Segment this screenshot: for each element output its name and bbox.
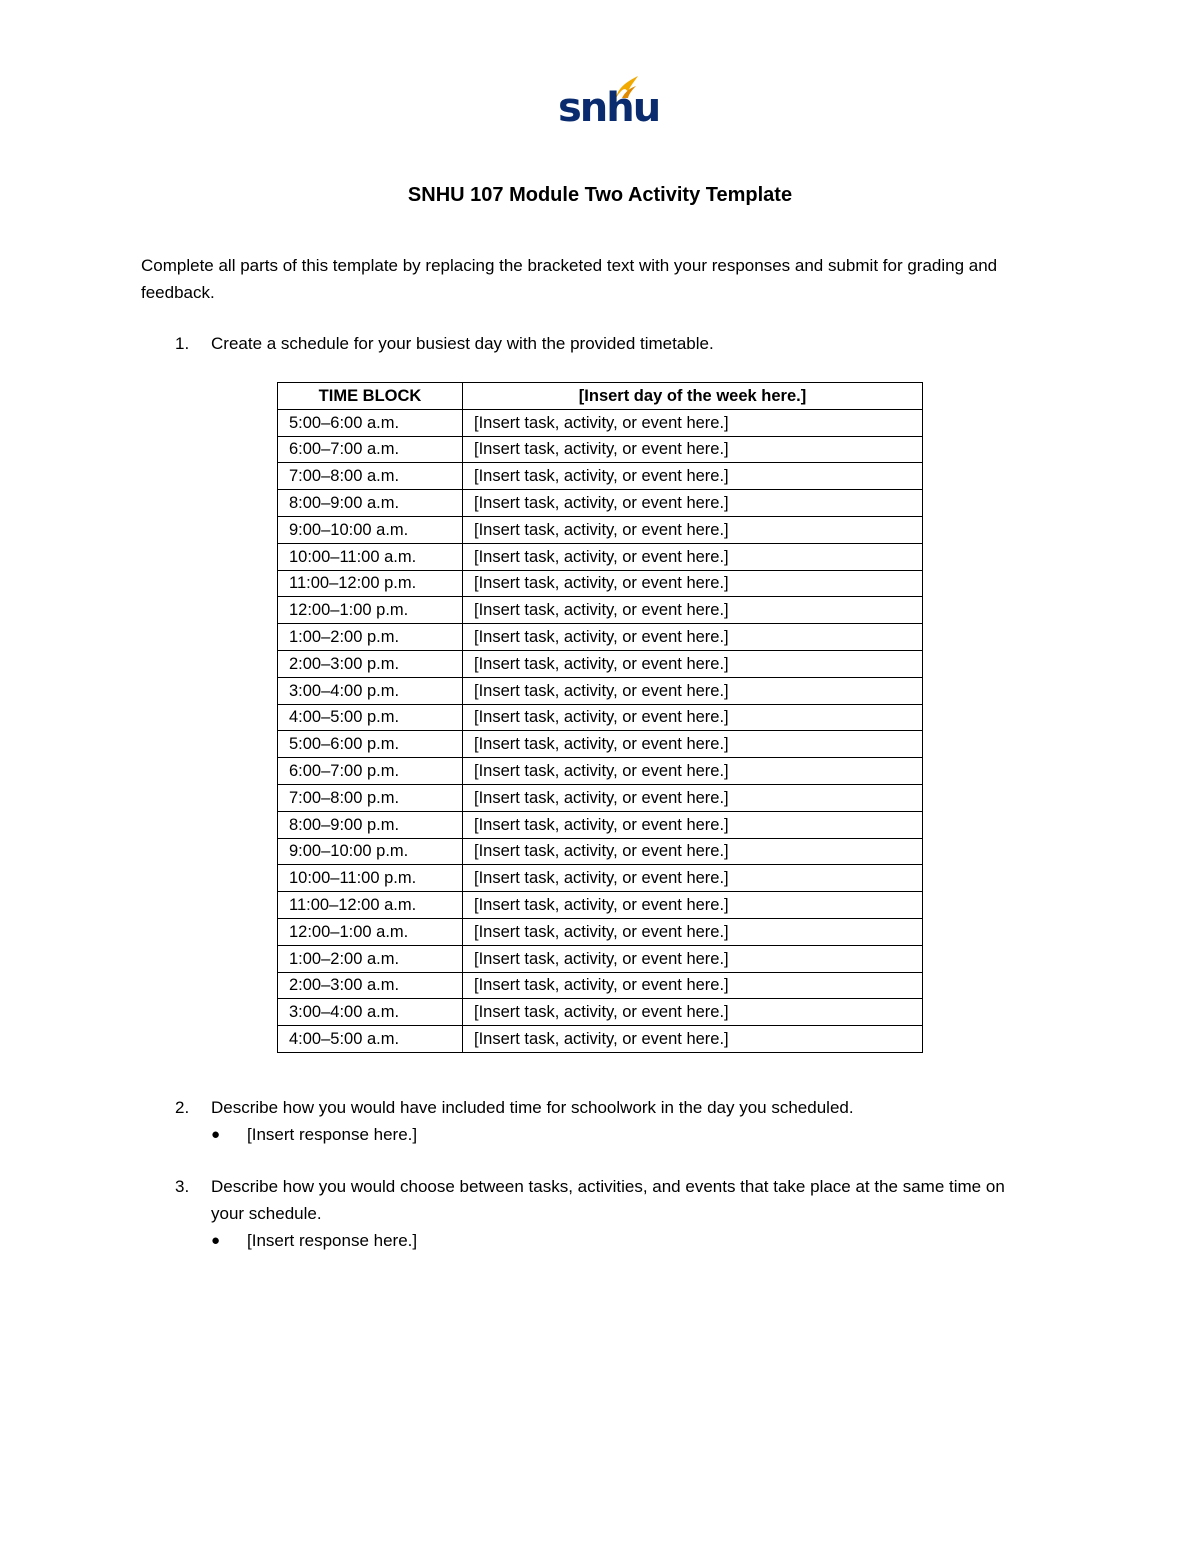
task-cell: [Insert task, activity, or event here.] [463, 650, 923, 677]
time-block-cell: 5:00–6:00 a.m. [278, 409, 463, 436]
table-row [278, 811, 923, 838]
table-row [278, 972, 923, 999]
table-row [278, 570, 923, 597]
table-row [278, 650, 923, 677]
intro-paragraph: Complete all parts of this template by replacing the bracketed text with your responses and submit for grading and feedback. [141, 256, 998, 302]
task-cell: [Insert task, activity, or event here.] [463, 892, 923, 919]
table-row [278, 516, 923, 543]
time-block-cell: 7:00–8:00 a.m. [278, 463, 463, 490]
table-row [278, 490, 923, 517]
question-text: Create a schedule for your busiest day with the provided timetable. [211, 334, 714, 353]
time-block-cell: 11:00–12:00 a.m. [278, 892, 463, 919]
task-cell: [Insert task, activity, or event here.] [463, 704, 923, 731]
table-row [278, 731, 923, 758]
task-cell: [Insert task, activity, or event here.] [463, 918, 923, 945]
task-cell: [Insert task, activity, or event here.] [463, 624, 923, 651]
table-row [278, 838, 923, 865]
table-header-row [278, 383, 923, 410]
table-row [278, 784, 923, 811]
table-row [278, 463, 923, 490]
question-number: 3. [175, 1177, 190, 1196]
time-block-cell: 1:00–2:00 a.m. [278, 945, 463, 972]
task-cell: [Insert task, activity, or event here.] [463, 999, 923, 1026]
time-block-cell: 9:00–10:00 p.m. [278, 838, 463, 865]
task-cell: [Insert task, activity, or event here.] [463, 838, 923, 865]
task-cell: [Insert task, activity, or event here.] [463, 463, 923, 490]
task-cell: [Insert task, activity, or event here.] [463, 972, 923, 999]
time-block-cell: 12:00–1:00 p.m. [278, 597, 463, 624]
task-cell: [Insert task, activity, or event here.] [463, 677, 923, 704]
task-cell: [Insert task, activity, or event here.] [463, 436, 923, 463]
table-row [278, 999, 923, 1026]
table-row [278, 704, 923, 731]
table-row [278, 918, 923, 945]
bullet-icon: ● [211, 1232, 221, 1249]
day-header: [Insert day of the week here.] [463, 383, 923, 410]
table-row [278, 409, 923, 436]
question-number: 2. [175, 1098, 190, 1117]
time-block-cell: 3:00–4:00 p.m. [278, 677, 463, 704]
table-row [278, 945, 923, 972]
task-cell: [Insert task, activity, or event here.] [463, 570, 923, 597]
time-block-cell: 2:00–3:00 a.m. [278, 972, 463, 999]
time-block-cell: 10:00–11:00 a.m. [278, 543, 463, 570]
task-cell: [Insert task, activity, or event here.] [463, 1026, 923, 1053]
task-cell: [Insert task, activity, or event here.] [463, 731, 923, 758]
logo-wordmark: snhu [558, 85, 660, 131]
table-row [278, 865, 923, 892]
time-block-cell: 3:00–4:00 a.m. [278, 999, 463, 1026]
task-cell: [Insert task, activity, or event here.] [463, 597, 923, 624]
task-cell: [Insert task, activity, or event here.] [463, 865, 923, 892]
table-row [278, 892, 923, 919]
time-block-cell: 2:00–3:00 p.m. [278, 650, 463, 677]
task-cell: [Insert task, activity, or event here.] [463, 490, 923, 517]
time-block-cell: 10:00–11:00 p.m. [278, 865, 463, 892]
task-cell: [Insert task, activity, or event here.] [463, 945, 923, 972]
table-row [278, 436, 923, 463]
time-block-cell: 6:00–7:00 p.m. [278, 758, 463, 785]
table-row [278, 624, 923, 651]
table-row [278, 758, 923, 785]
time-block-cell: 4:00–5:00 p.m. [278, 704, 463, 731]
time-block-cell: 4:00–5:00 a.m. [278, 1026, 463, 1053]
table-row [278, 1026, 923, 1053]
task-cell: [Insert task, activity, or event here.] [463, 543, 923, 570]
task-cell: [Insert task, activity, or event here.] [463, 516, 923, 543]
time-block-cell: 6:00–7:00 a.m. [278, 436, 463, 463]
time-block-cell: 11:00–12:00 p.m. [278, 570, 463, 597]
time-block-cell: 12:00–1:00 a.m. [278, 918, 463, 945]
schedule-table [277, 382, 923, 1053]
page-title: SNHU 107 Module Two Activity Template [407, 184, 793, 206]
time-block-cell: 8:00–9:00 p.m. [278, 811, 463, 838]
table-row [278, 597, 923, 624]
question-text: Describe how you would have included time for schoolwork in the day you scheduled. [211, 1098, 854, 1117]
time-block-cell: 9:00–10:00 a.m. [278, 516, 463, 543]
time-block-cell: 5:00–6:00 p.m. [278, 731, 463, 758]
time-block-cell: 8:00–9:00 a.m. [278, 490, 463, 517]
table-row [278, 543, 923, 570]
table-row [278, 677, 923, 704]
bullet-icon: ● [211, 1126, 221, 1143]
response-placeholder: [Insert response here.] [247, 1125, 418, 1144]
task-cell: [Insert task, activity, or event here.] [463, 409, 923, 436]
task-cell: [Insert task, activity, or event here.] [463, 784, 923, 811]
question-text: Describe how you would choose between tasks, activities, and events that take place at the same time on your schedule. [211, 1177, 1005, 1223]
response-placeholder: [Insert response here.] [247, 1231, 418, 1250]
task-cell: [Insert task, activity, or event here.] [463, 811, 923, 838]
question-number: 1. [175, 334, 190, 353]
time-block-header: TIME BLOCK [278, 383, 463, 410]
task-cell: [Insert task, activity, or event here.] [463, 758, 923, 785]
time-block-cell: 1:00–2:00 p.m. [278, 624, 463, 651]
time-block-cell: 7:00–8:00 p.m. [278, 784, 463, 811]
snhu-logo [552, 74, 660, 136]
